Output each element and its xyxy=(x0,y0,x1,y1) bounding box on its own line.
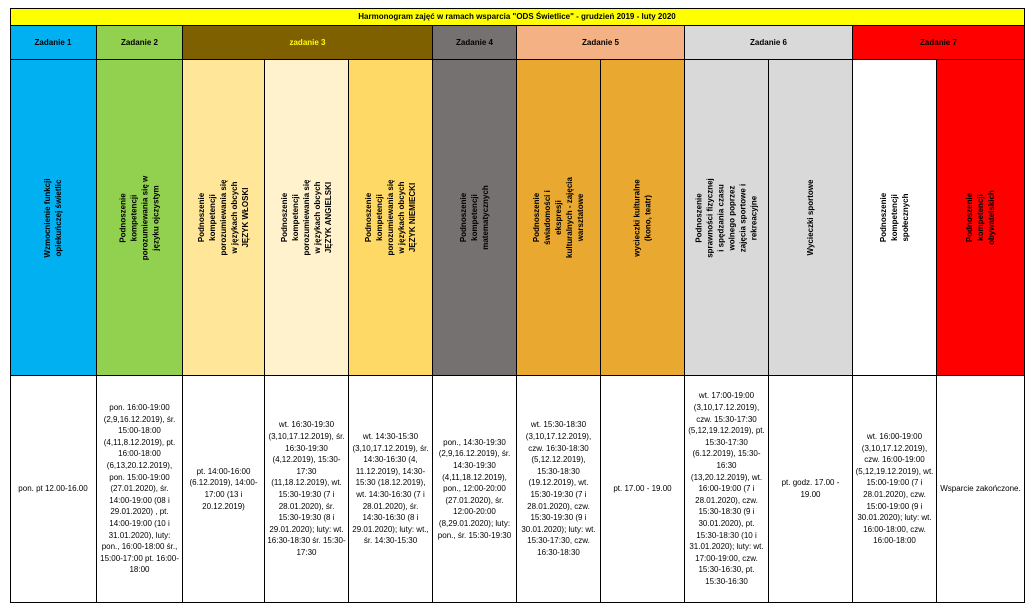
task-header-5: Zadanie 5 xyxy=(517,26,685,60)
task-header-2: Zadanie 2 xyxy=(97,26,183,60)
activity-label: Podnoszenie kompetencji porozumiewania się w języku ojczystym xyxy=(118,175,161,260)
table-title: Harmonogram zajęć w ramach wsparcia "ODS Świetlice" - grudzień 2019 - luty 2020 xyxy=(10,8,1025,26)
activity-header-2 xyxy=(97,60,183,376)
schedule-cell-10: pt. godz. 17.00 - 19.00 xyxy=(769,376,853,603)
activity-label: Podnoszenie kompetencji porozumiewania się w językach obcych JĘZYK ANGIELSKI xyxy=(280,179,333,256)
task-header-4: Zadanie 4 xyxy=(433,26,517,60)
activity-header-10 xyxy=(769,60,853,376)
activity-label: Podnoszenie kompetencji matematycznych xyxy=(459,185,490,250)
activity-header-7 xyxy=(517,60,601,376)
schedule-cell-3: pt. 14:00-16:00 (6.12.2019), 14:00-17:00 (13 i 20.12.2019) xyxy=(183,376,265,603)
schedule-cell-9: wt. 17:00-19:00 (3,10,17.12.2019), czw. 15:30-17:30 (5,12,19.12.2019), pt. 15:30-17:30 (6.12.2019), 15:30-16:30 (13,20.12.2019), wt. 16:00-19:00 (7 i 28.01.2020), czw. 15:30-18:30 (9 i 30.01.2020), pt. 15:30-18:30 (10 i 31.01.2020); luty: wt. 17:00-19:00, czw. 15:30-16:30, pt. 15:30-16:30 xyxy=(685,376,769,603)
activity-label: Podnoszenie kompetencji porozumiewania się w językach obcych JĘZYK NIEMIECKI xyxy=(364,179,417,256)
task-header-3: zadanie 3 xyxy=(183,26,433,60)
activity-label: Podnoszenie kompetencji społecznych xyxy=(879,192,910,243)
activity-label: Wzmocnienie funkcji opiekuńczej świetlic xyxy=(43,177,63,258)
activity-label: Podnoszenie kompetencji porozumiewania się w językach obcych JĘZYK WŁOSKI xyxy=(197,179,250,256)
activity-header-1 xyxy=(10,60,97,376)
activity-header-3 xyxy=(183,60,265,376)
schedule-cell-2: pon. 16:00-19:00 (2,9,16.12.2019), śr. 15:00-18:00 (4,11,8.12.2019), pt. 16:00-18:00 (6,13,20.12.2019), pon. 15:00-19:00 (27.01.2020), śr. 14:00-19:00 (08 i 29.01.2020) , pt. 14:00-19:00 (10 i 31.01.2020), luty: pon., 16:00-18:00 śr., 15:00-17:00 pt. 16:00-18:00 xyxy=(97,376,183,603)
activity-label: wycieczki kulturalne (kono, teatr) xyxy=(632,178,653,257)
activity-header-12 xyxy=(937,60,1025,376)
schedule-cell-8: pt. 17.00 - 19.00 xyxy=(601,376,685,603)
activity-header-6 xyxy=(433,60,517,376)
task-header-6: Zadanie 6 xyxy=(685,26,853,60)
task-header-7: Zadanie 7 xyxy=(853,26,1025,60)
activity-header-9 xyxy=(685,60,769,376)
activity-label: Podnoszenie świadomości i ekspresji kulturalnych - zajęcia warsztatowe xyxy=(532,177,585,258)
schedule-cell-4: wt. 16:30-19:30 (3,10,17.12.2019), śr. 16:30-19:30 (4,12.2019), 15:30-17:30 (11,18.12.2019), wt. 15:30-19:30 (7 i 28.01.2020), śr. 15:30-19:30 (8 i 29.01.2020); luty: wt. 16:30-18:30 śr. 15:30-17:30 xyxy=(265,376,349,603)
activity-label: Podnoszenie kompetencji obywatelskich xyxy=(965,190,996,245)
schedule-cell-6: pon., 14:30-19:30 (2,9,16.12.2019), śr. 14:30-19:30 (4,11,18.12.2019), pon., 12:00-20:00 (27.01.2020), śr. 12:00-20:00 (8,29.01.2020); luty: pon., śr. 15:30-19:30 xyxy=(433,376,517,603)
schedule-cell-1: pon. pt 12.00-16.00 xyxy=(10,376,97,603)
activity-header-8 xyxy=(601,60,685,376)
activity-label: Wycieczki sportowe xyxy=(806,179,815,256)
task-header-1: Zadanie 1 xyxy=(10,26,97,60)
schedule-cell-11: wt. 16:00-19:00 (3,10,17.12.2019), czw. 16:00-19:00 (5,12,19.12.2019), wt. 15:00-19:00 (7 i 28.01.2020), czw. 15:00-19:00 (9 i 30.01.2020); luty: wt. 16:00-18:00, czw. 16:00-18:00 xyxy=(853,376,937,603)
activity-header-11 xyxy=(853,60,937,376)
schedule-cell-7: wt. 15:30-18:30 (3,10,17.12.2019), czw. 16:30-18:30 (5,12.12.2019), 15:30-18:30 (19.12.2019), wt. 15:30-19:30 (7 i 28.01.2020), czw. 15:30-19:30 (9 i 30.01.2020); luty: wt. 15:30-17:30, czw. 16:30-18:30 xyxy=(517,376,601,603)
schedule-cell-12: Wsparcie zakończone. xyxy=(937,376,1025,603)
activity-header-5 xyxy=(349,60,433,376)
schedule-cell-5: wt. 14:30-15:30 (3,10,17.12.2019), śr. 14:30-16:30 (4, 11.12.2019), 14:30-15:30 (18.12.2019), wt. 14:30-16:30 (7 i 28.01.2020), śr. 14:30-16:30 (8 i 29.01.2020); luty: wt., śr. 14:30-15:30 xyxy=(349,376,433,603)
activity-header-4 xyxy=(265,60,349,376)
activity-label: Podnoszenie sprawności fizycznej i spędzania czasu wolnego poprzez zajęcia sportowe i rekreacyjne xyxy=(694,177,759,258)
